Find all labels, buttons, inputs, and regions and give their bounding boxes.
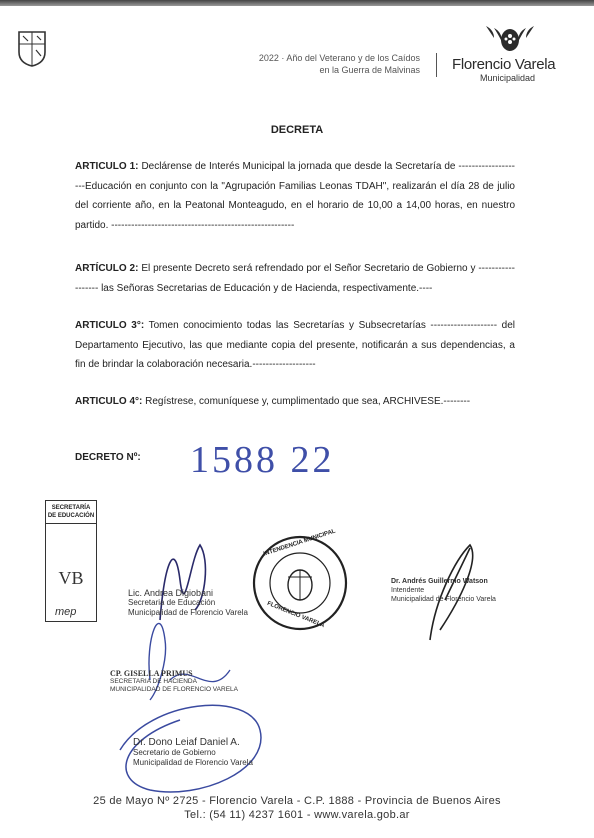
motto-line-2: en la Guerra de Malvinas: [319, 65, 420, 75]
decree-number-stamp: 1588 22: [190, 439, 335, 481]
page-title: DECRETA: [270, 124, 324, 136]
signature-block-treasury: [110, 670, 238, 694]
article-4-label: ARTICULO 4°:: [75, 396, 143, 407]
seal-top-text: INTENDENCIA MUNICIPAL: [262, 528, 337, 558]
motto-line-1: 2022 · Año del Veterano y de los Caídos: [258, 53, 420, 63]
signer-name: CP. GISELLA PRIMUS: [110, 669, 193, 678]
education-secretary-stamp: [45, 500, 97, 622]
brand-subtitle: Municipalidad: [480, 73, 536, 83]
article-1-text: Declárense de Interés Municipal la jornada que desde la Secretaría de --------------------Educación en conjunto con la "Agrupación Familias Leonas TDAH", realizarán el día 28 de julio del corriente año, en la Peatonal Monteagudo, en el horario de 10,00 a 14,00 horas, en nuestro partido. -------------------------------------------------------: [75, 161, 515, 231]
signature-block-mayor: [391, 577, 496, 604]
signer-role: Secretaria de Educación: [128, 598, 216, 607]
article-3-text: Tomen conocimiento todas las Secretarías y Subsecretarías -------------------- del Departamento Ejecutivo, las que mediante copia del presente, notificarán a sus dependencias, a fin de brindar la colaboración necesaria.-------------------: [75, 320, 515, 370]
brand-name: Florencio Varela: [452, 56, 556, 73]
signer-name: Dr. Dono Leiaf Daniel A.: [133, 737, 240, 748]
decree-number-label: DECRETO Nº:: [75, 452, 141, 463]
article-4-text: Regístrese, comuníquese y, cumplimentado que sea, ARCHIVESE.--------: [145, 396, 471, 407]
article-1-label: ARTICULO 1:: [75, 161, 139, 172]
signer-org: Municipalidad de Florencio Varela: [128, 608, 248, 617]
signer-name: Lic. Andrea Digiobani: [128, 588, 214, 598]
footer-contact: Tel.: (54 11) 4237 1601 - www.varela.gob.ar: [184, 809, 410, 821]
footer-address: 25 de Mayo Nº 2725 - Florencio Varela - C.P. 1888 - Provincia de Buenos Aires: [93, 795, 501, 807]
stamp-initials: mep: [55, 606, 77, 618]
signer-role: Intendente: [391, 587, 425, 594]
signature-block-education: [128, 588, 248, 618]
signer-role: SECRETARIA DE HACIENDA: [110, 678, 197, 685]
article-2-text: El presente Decreto será refrendado por el Señor Secretario de Gobierno y ------------------ las Señoras Secretarias de Educación y de Hacienda, respectivamente.----: [75, 263, 515, 294]
signer-role: Secretario de Gobierno: [133, 748, 216, 757]
article-3-label: ARTICULO 3°:: [75, 320, 145, 331]
signer-org: Municipalidad de Florencio Varela: [133, 758, 253, 767]
article-2-label: ARTÍCULO 2:: [75, 263, 139, 274]
signer-org: MUNICIPALIDAD DE FLORENCIO VARELA: [110, 686, 238, 693]
stamp-approval-mark: VB: [58, 568, 84, 588]
seal-bottom-text: FLORENCIO VARELA: [266, 600, 326, 630]
signer-org: Municipalidad de Florencio Varela: [391, 596, 496, 603]
stamp-header: SECRETARÍA DE EDUCACIÓN: [46, 501, 96, 524]
signature-block-government: [133, 738, 253, 768]
signer-name: Dr. Andrés Guillermo Watson: [391, 578, 488, 585]
